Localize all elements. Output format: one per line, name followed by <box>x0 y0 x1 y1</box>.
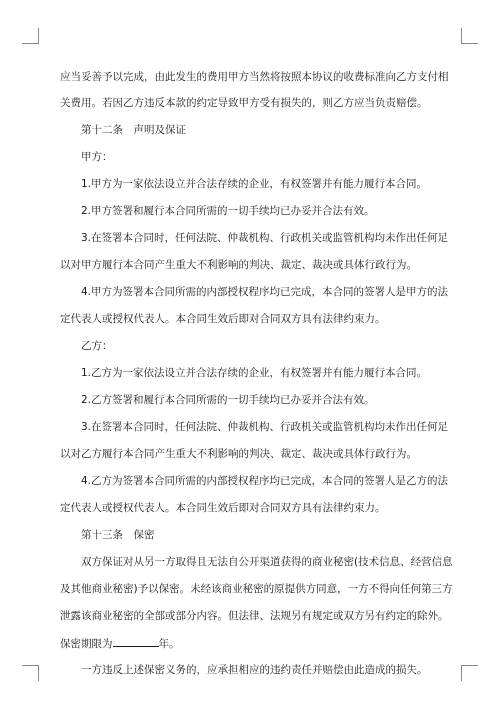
section-heading-12: 第十二条 声明及保证 <box>81 124 186 136</box>
text-line: 以对甲方履行本合同产生重大不利影响的判决、裁定、裁决或具体行政行为。 <box>60 259 417 271</box>
text-line: 关费用。若因乙方违反本款的约定导致甲方受有损失的，则乙方应当负责赔偿。 <box>60 97 428 109</box>
blank-field <box>113 636 159 647</box>
year-suffix: 年。 <box>158 638 180 650</box>
party-a-label: 甲方： <box>81 151 113 163</box>
text-line: 1.乙方为一家依法设立并合法存续的企业，有权签署并有能力履行本合同。 <box>81 367 428 379</box>
text-line: 定代表人或授权代表人。本合同生效后即对合同双方具有法律约束力。 <box>60 313 386 325</box>
text-line: 泄露该商业秘密的全部或部分内容。但法律、法规另有规定或双方另有约定的除外。 <box>60 610 449 622</box>
text-line: 及其他商业秘密)予以保密。未经该商业秘密的原提供方同意，一方不得向任何第三方 <box>60 583 453 595</box>
confidentiality-period-line <box>60 636 440 651</box>
section-heading-13: 第十三条 保密 <box>81 529 155 541</box>
text-line: 2.甲方签署和履行本合同所需的一切手续均已办妥并合法有效。 <box>81 205 375 217</box>
text-line: 定代表人或授权代表人。本合同生效后即对合同双方具有法律约束力。 <box>60 502 386 514</box>
text-line: 一方违反上述保密义务的，应承担相应的违约责任并赔偿由此造成的损失。 <box>81 664 428 676</box>
text-line: 4.乙方为签署本合同所需的内部授权程序均已完成，本合同的签署人是乙方的法 <box>81 475 449 487</box>
text-line: 1.甲方为一家依法设立并合法存续的企业，有权签署并有能力履行本合同。 <box>81 178 428 190</box>
text-line: 双方保证对从另一方取得且无法自公开渠道获得的商业秘密(技术信息、经营信息 <box>81 556 453 568</box>
text-line: 应当妥善予以完成，由此发生的费用甲方当然将按照本协议的收费标准向乙方支付相 <box>60 71 449 83</box>
text-line: 3.在签署本合同时，任何法院、仲裁机构、行政机关或监管机构均未作出任何足 <box>81 232 449 244</box>
text-line: 以对乙方履行本合同产生重大不利影响的判决、裁定、裁决或具体行政行为。 <box>60 448 417 460</box>
text-line: 4.甲方为签署本合同所需的内部授权程序均已完成，本合同的签署人是甲方的法 <box>81 286 449 298</box>
confidentiality-period-label: 保密期限为 <box>60 638 113 650</box>
party-b-label: 乙方： <box>81 340 113 352</box>
text-line: 2.乙方签署和履行本合同所需的一切手续均已办妥并合法有效。 <box>81 394 375 406</box>
text-line: 3.在签署本合同时，任何法院、仲裁机构、行政机关或监管机构均未作出任何足 <box>81 421 449 433</box>
